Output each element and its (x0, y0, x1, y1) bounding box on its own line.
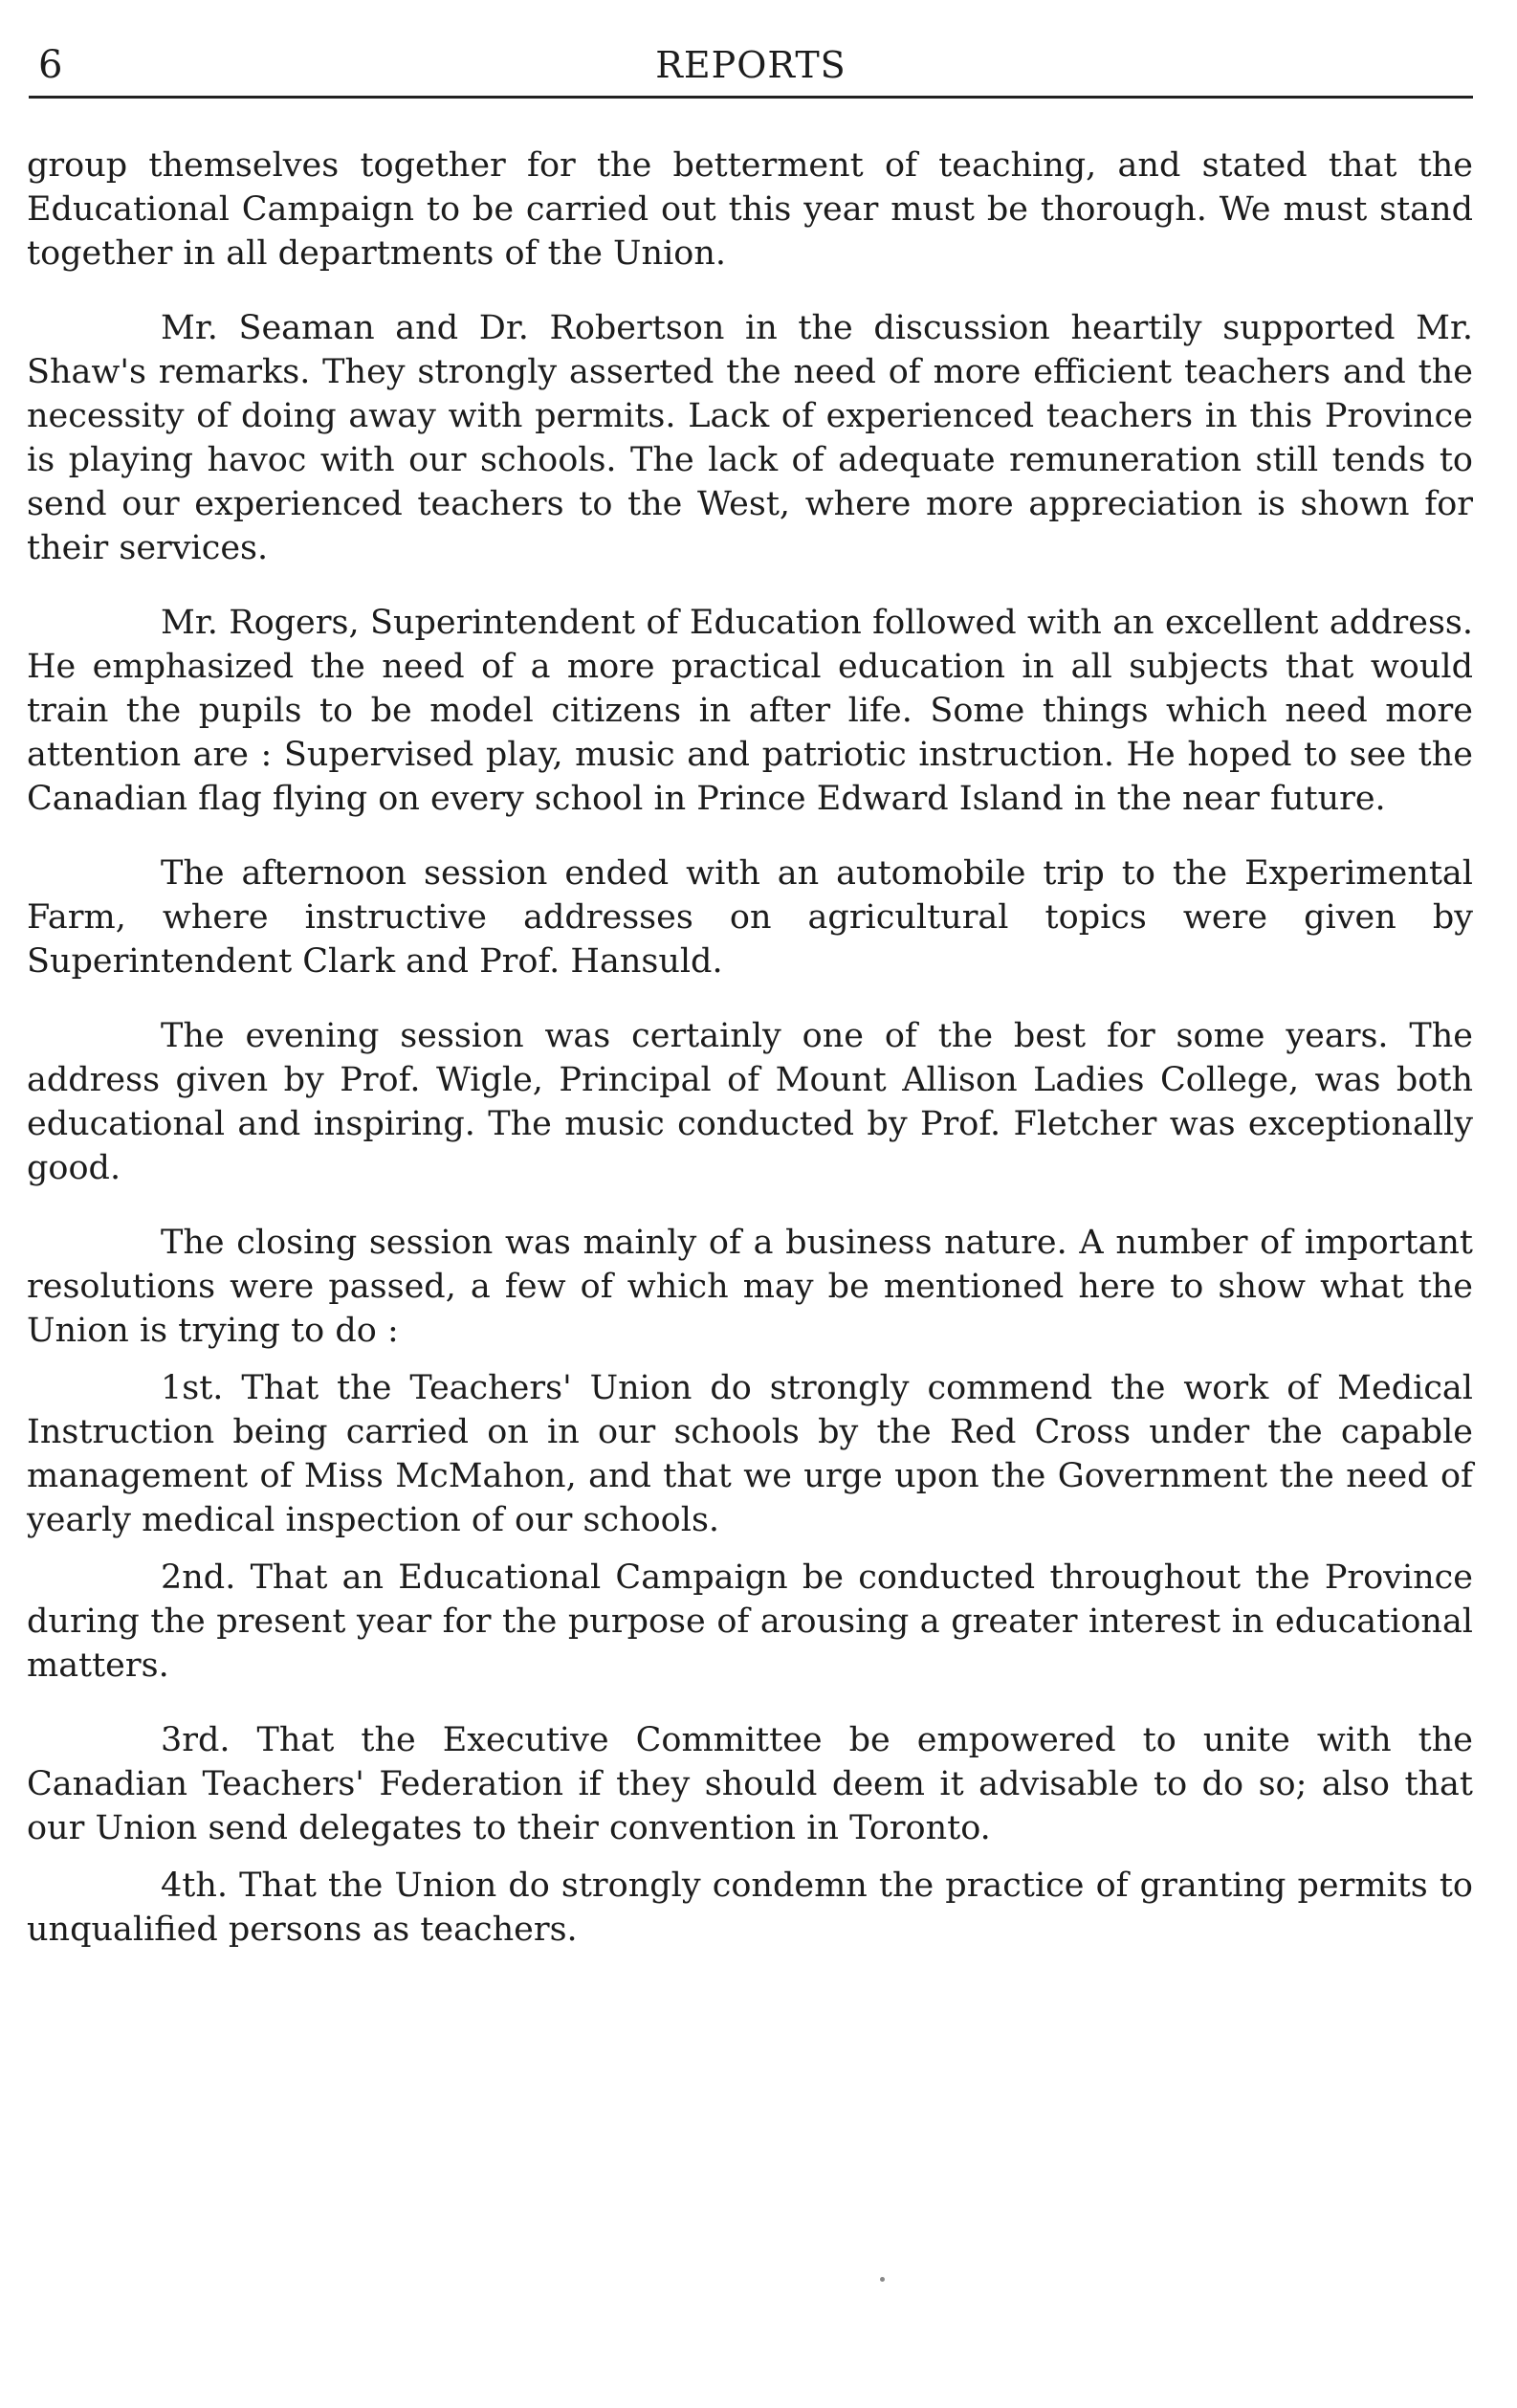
resolution-4: 4th. That the Union do strongly condemn the practice of granting permits to unqualified persons as teachers. (27, 1867, 1473, 1949)
resolution-2: 2nd. That an Educational Campaign be conducted throughout the Province during the present year for the purpose of arousing a greater interest in educational matters. (27, 1558, 1473, 1685)
resolution-3: 3rd. That the Executive Committee be empowered to unite with the Canadian Teachers' Federation if they should deem it advisable to do so; also that our Union send delegates to their convention in Toronto. (27, 1721, 1473, 1847)
paragraph-afternoon-session: The afternoon session ended with an automobile trip to the Experimental Farm, where instructive addresses on agricultural topics were given by Superintendent Clark and Prof. Hansuld. (27, 854, 1473, 981)
print-speck (880, 2277, 885, 2282)
page-header (29, 36, 1473, 94)
paragraph-rogers-address: Mr. Rogers, Superintendent of Education followed with an excellent address. He emphasized the need of a more practical education in all subjects that would train the pupils to be model citizens in after life. Some things which need more attention are : Supervised play, music and patriotic instruction. He hoped to see the Canadian flag flying on every school in Prince Edward Island in the near future. (27, 604, 1473, 818)
paragraph-seaman-robertson: Mr. Seaman and Dr. Robertson in the discussion heartily supported Mr. Shaw's remarks. They strongly asserted the need of more efficient teachers and the necessity of doing away with permits. Lack of experienced teachers in this Province is playing havoc with our schools. The lack of adequate remuneration still tends to send our experienced teachers to the West, where more appreciation is shown for their services. (27, 309, 1473, 567)
paragraph-evening-session: The evening session was certainly one of the best for some years. The address given by Prof. Wigle, Principal of Mount Allison Ladies College, was both educational and inspiring. The music conducted by Prof. Fletcher was exceptionally good. (27, 1017, 1473, 1187)
paragraph-continued: group themselves together for the betterment of teaching, and stated that the Educational Campaign to be carried out this year must be thorough. We must stand together in all departments of the Union. (27, 146, 1473, 273)
paragraph-closing-session: The closing session was mainly of a business nature. A number of important resolutions were passed, a few of which may be mentioned here to show what the Union is trying to do : (27, 1224, 1473, 1350)
running-head: REPORTS (655, 44, 846, 86)
resolution-1: 1st. That the Teachers' Union do strongly commend the work of Medical Instruction being carried on in our schools by the Red Cross under the capable management of Miss McMahon, and that we urge upon the Government the need of yearly medical inspection of our schools. (27, 1369, 1473, 1539)
header-rule (29, 96, 1473, 99)
body-text (27, 144, 1473, 1952)
page-number: 6 (38, 43, 63, 87)
